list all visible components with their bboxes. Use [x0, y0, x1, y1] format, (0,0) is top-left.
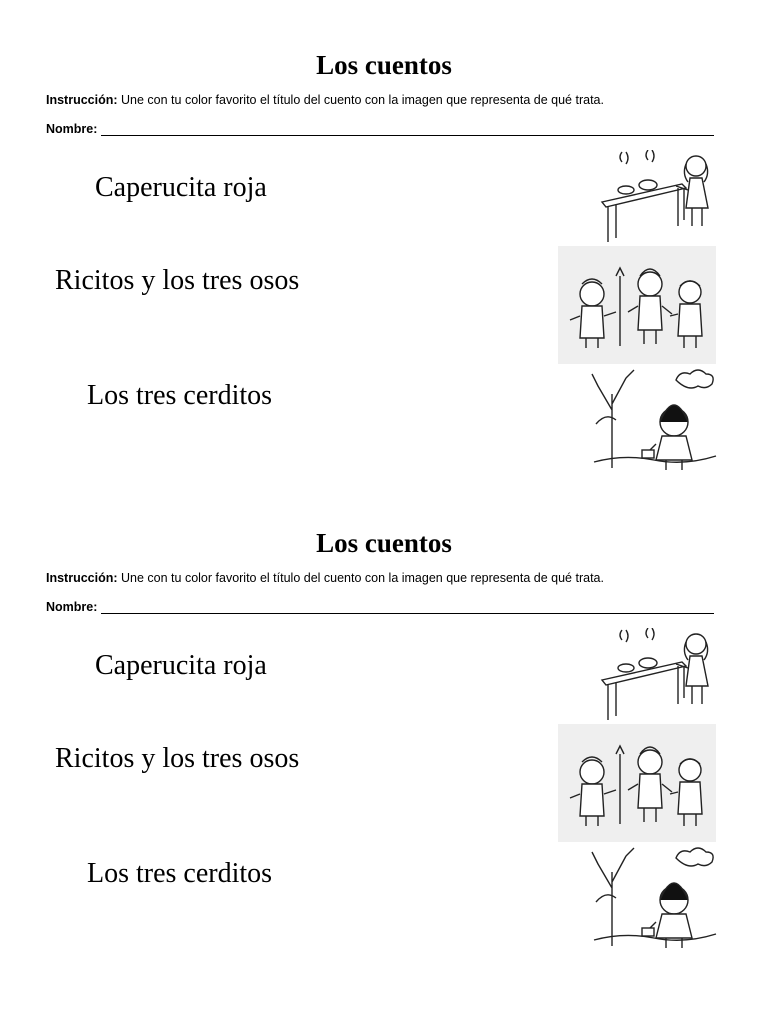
three-pigs-illustration[interactable]	[558, 246, 716, 364]
story-title-caperucita[interactable]: Caperucita roja	[95, 650, 267, 681]
story-title-ricitos[interactable]: Ricitos y los tres osos	[55, 743, 300, 774]
goldilocks-table-illustration[interactable]	[596, 628, 720, 724]
name-line[interactable]	[101, 124, 714, 136]
three-pigs-illustration[interactable]	[558, 724, 716, 842]
page-title: Los cuentos	[316, 528, 452, 558]
instruction-label: Instrucción:	[46, 571, 118, 585]
instruction-text: Une con tu color favorito el título del cuento con la imagen que representa de qué trata.	[117, 93, 604, 107]
name-label: Nombre:	[46, 600, 98, 614]
worksheet-bottom	[0, 524, 768, 1002]
instruction	[46, 571, 604, 585]
worksheet-top	[0, 46, 768, 524]
name-line[interactable]	[101, 602, 714, 614]
name-field[interactable]	[46, 122, 714, 136]
page-title: Los cuentos	[316, 50, 452, 80]
red-riding-hood-forest-illustration[interactable]	[590, 364, 720, 476]
story-title-cerditos[interactable]: Los tres cerditos	[87, 858, 273, 889]
name-label: Nombre:	[46, 122, 98, 136]
story-title-caperucita[interactable]: Caperucita roja	[95, 172, 267, 203]
story-title-cerditos[interactable]: Los tres cerditos	[87, 380, 273, 411]
story-title-ricitos[interactable]: Ricitos y los tres osos	[55, 265, 300, 296]
red-riding-hood-forest-illustration[interactable]	[590, 842, 720, 954]
goldilocks-table-illustration[interactable]	[596, 150, 720, 246]
instruction-label: Instrucción:	[46, 93, 118, 107]
name-field[interactable]	[46, 600, 714, 614]
instruction	[46, 93, 604, 107]
instruction-text: Une con tu color favorito el título del cuento con la imagen que representa de qué trata.	[117, 571, 604, 585]
